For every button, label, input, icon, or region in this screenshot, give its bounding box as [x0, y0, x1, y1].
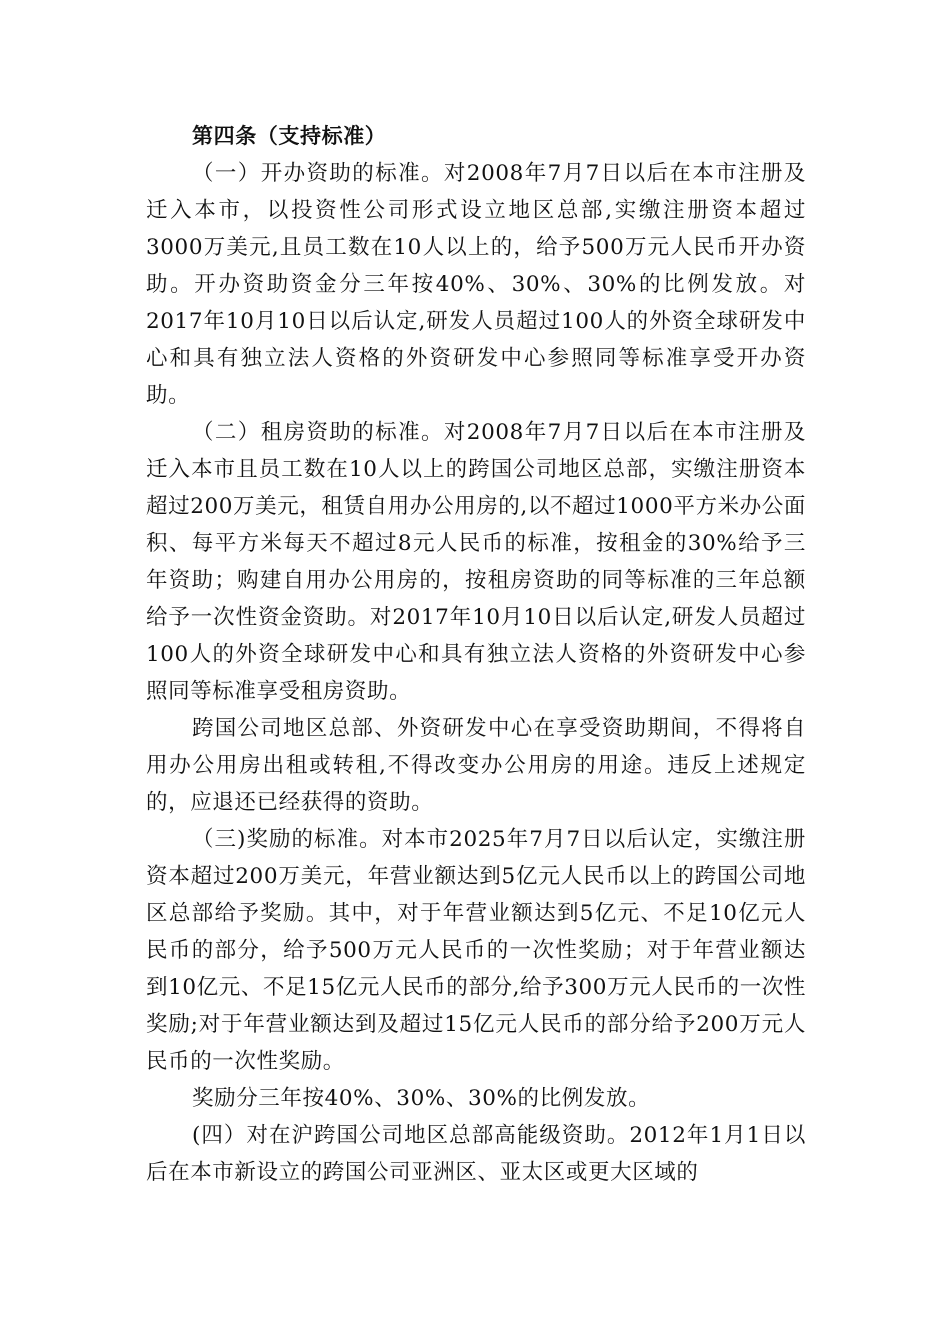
paragraph-reward-standard: （三)奖励的标准。对本市2025年7月7日以后认定，实缴注册资本超过200万美元，年营业额达到5亿元人民币以上的跨国公司地区总部给予奖励。其中，对于年营业额达到5亿元、不足10亿元人民币的部分，给予500万元人民币的一次性奖励；对于年营业额达到10亿元、不足15亿元人民币的部分,给予300万元人民币的一次性奖励;对于年营业额达到及超过15亿元人民币的部分给予200万元人民币的一次性奖励。	[146, 827, 806, 1074]
article-heading: 第四条（支持标准）	[192, 124, 387, 148]
document-page	[146, 118, 806, 1191]
paragraph-rent-subsidy: （二）租房资助的标准。对2008年7月7日以后在本市注册及迁入本市且员工数在10人以上的跨国公司地区总部，实缴注册资本超过200万美元，租赁自用办公用房的,以不超过1000平方米办公面积、每平方米每天不超过8元人民币的标准，按租金的30%给予三年资助；购建自用办公用房的，按租房资助的同等标准的三年总额给予一次性资金资助。对2017年10月10日以后认定,研发人员超过100人的外资全球研发中心和具有独立法人资格的外资研发中心参照同等标准享受租房资助。	[146, 420, 806, 704]
paragraph-reward-schedule: 奖励分三年按40%、30%、30%的比例发放。	[192, 1086, 651, 1111]
paragraph-high-level-subsidy: (四）对在沪跨国公司地区总部高能级资助。2012年1月1日以后在本市新设立的跨国公司亚洲区、亚太区或更大区域的	[146, 1123, 806, 1185]
paragraph-subsidy-restrictions: 跨国公司地区总部、外资研发中心在享受资助期间，不得将自用办公用房出租或转租,不得改变办公用房的用途。违反上述规定的，应退还已经获得的资助。	[146, 716, 806, 815]
paragraph-startup-subsidy: （一）开办资助的标准。对2008年7月7日以后在本市注册及迁入本市，以投资性公司形式设立地区总部,实缴注册资本超过3000万美元,且员工数在10人以上的，给予500万元人民币开办资助。开办资助资金分三年按40%、30%、30%的比例发放。对2017年10月10日以后认定,研发人员超过100人的外资全球研发中心和具有独立法人资格的外资研发中心参照同等标准享受开办资助。	[146, 161, 806, 408]
